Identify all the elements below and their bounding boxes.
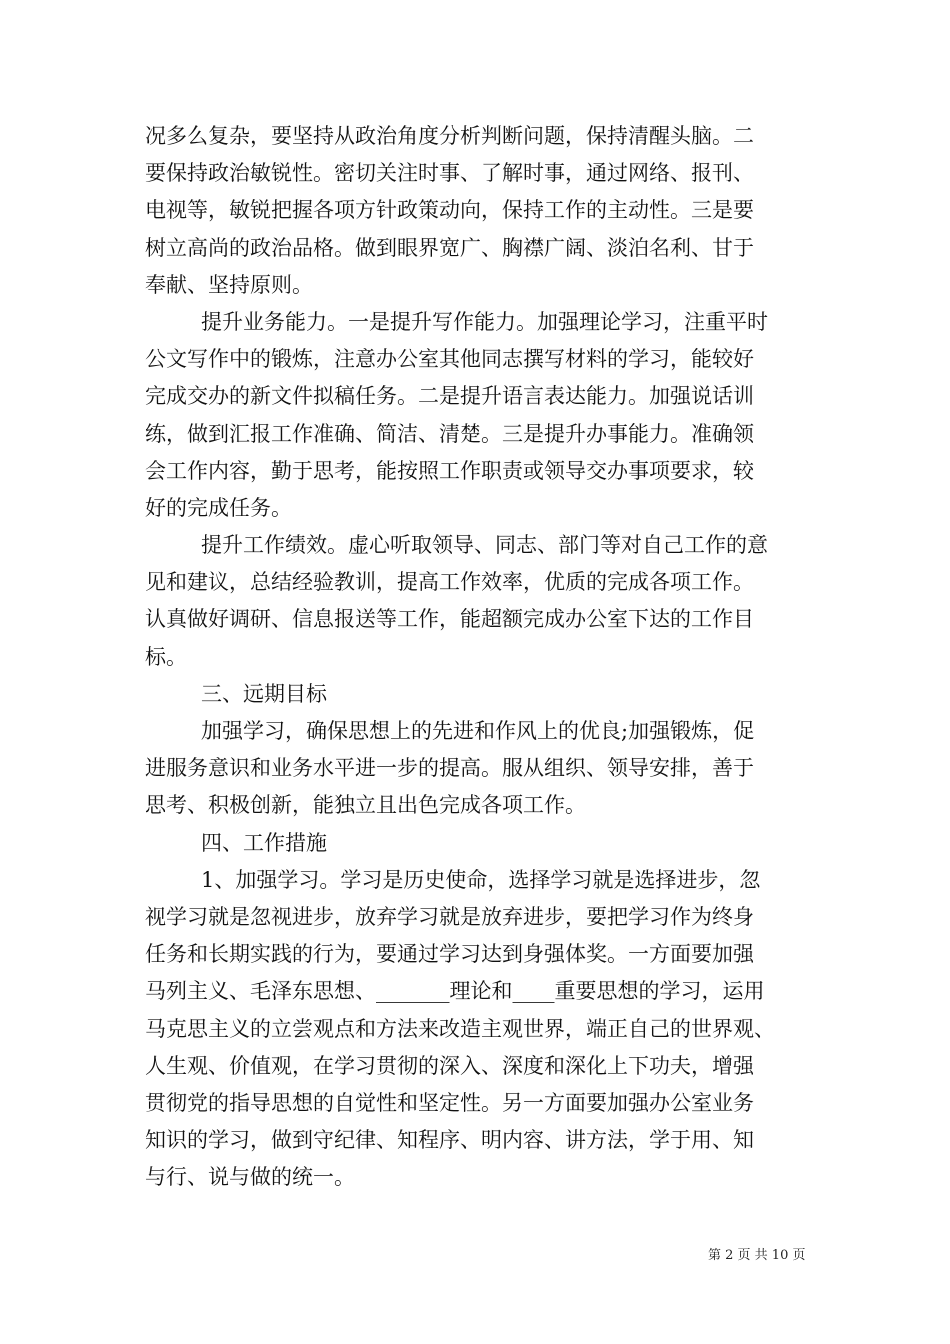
text-line: 完成交办的新文件拟稿任务。二是提升语言表达能力。加强说话训 — [145, 384, 754, 409]
paragraph-first-line: 提升工作绩效。虚心听取领导、同志、部门等对自己工作的意 — [201, 533, 768, 558]
text-line: 进服务意识和业务水平进一步的提高。服从组织、领导安排，善于 — [145, 756, 754, 781]
paragraph-first-line: 加强学习，确保思想上的先进和作风上的优良;加强锻炼，促 — [201, 719, 755, 743]
text-line: 马列主义、毛泽东思想、_______理论和____重要思想的学习，运用 — [145, 979, 765, 1004]
section-heading: 三、远期目标 — [201, 681, 327, 706]
paragraph-first-line: 1、加强学习。学习是历史使命，选择学习就是选择进步，忽 — [201, 867, 761, 892]
text-line: 知识的学习，做到守纪律、知程序、明内容、讲方法，学于用、知 — [145, 1128, 754, 1153]
text-line: 奉献、坚持原则。 — [145, 272, 313, 297]
text-line: 认真做好调研、信息报送等工作，能超额完成办公室下达的工作目 — [145, 607, 754, 632]
text-line: 要保持政治敏锐性。密切关注时事、了解时事，通过网络、报刊、 — [145, 161, 754, 186]
text-line: 练，做到汇报工作准确、简洁、清楚。三是提升办事能力。准确领 — [145, 421, 754, 446]
text-line: 电视等，敏锐把握各项方针政策动向，保持工作的主动性。三是要 — [145, 198, 754, 223]
text-line: 标。 — [145, 644, 187, 669]
text-line: 任务和长期实践的行为，要通过学习达到身强体奖。一方面要加强 — [145, 942, 754, 967]
text-line: 马克思主义的立尝观点和方法来改造主观世界，端正自己的世界观、 — [145, 1016, 775, 1041]
text-line: 好的完成任务。 — [145, 495, 292, 520]
page-number: 第 2 页 共 10 页 — [708, 1248, 806, 1263]
text-line: 况多么复杂，要坚持从政治角度分析判断问题，保持清醒头脑。二 — [145, 124, 754, 148]
text-line: 思考、积极创新，能独立且出色完成各项工作。 — [145, 793, 586, 818]
text-line: 树立高尚的政治品格。做到眼界宽广、胸襟广阔、淡泊名利、甘于 — [145, 235, 754, 260]
text-line: 与行、说与做的统一。 — [145, 1165, 355, 1190]
text-line: 人生观、价值观，在学习贯彻的深入、深度和深化上下功夫，增强 — [145, 1053, 754, 1078]
document-body — [145, 118, 813, 1196]
text-line: 视学习就是忽视进步，放弃学习就是放弃进步，要把学习作为终身 — [145, 904, 754, 929]
text-line: 贯彻党的指导思想的自觉性和坚定性。另一方面要加强办公室业务 — [145, 1090, 754, 1115]
paragraph-first-line: 提升业务能力。一是提升写作能力。加强理论学习，注重平时 — [201, 309, 768, 334]
text-line: 见和建议，总结经验教训，提高工作效率，优质的完成各项工作。 — [145, 570, 754, 595]
text-line: 会工作内容，勤于思考，能按照工作职责或领导交办事项要求，较 — [145, 458, 754, 483]
section-heading: 四、工作措施 — [201, 830, 327, 855]
text-line: 公文写作中的锻炼，注意办公室其他同志撰写材料的学习，能较好 — [145, 347, 754, 372]
